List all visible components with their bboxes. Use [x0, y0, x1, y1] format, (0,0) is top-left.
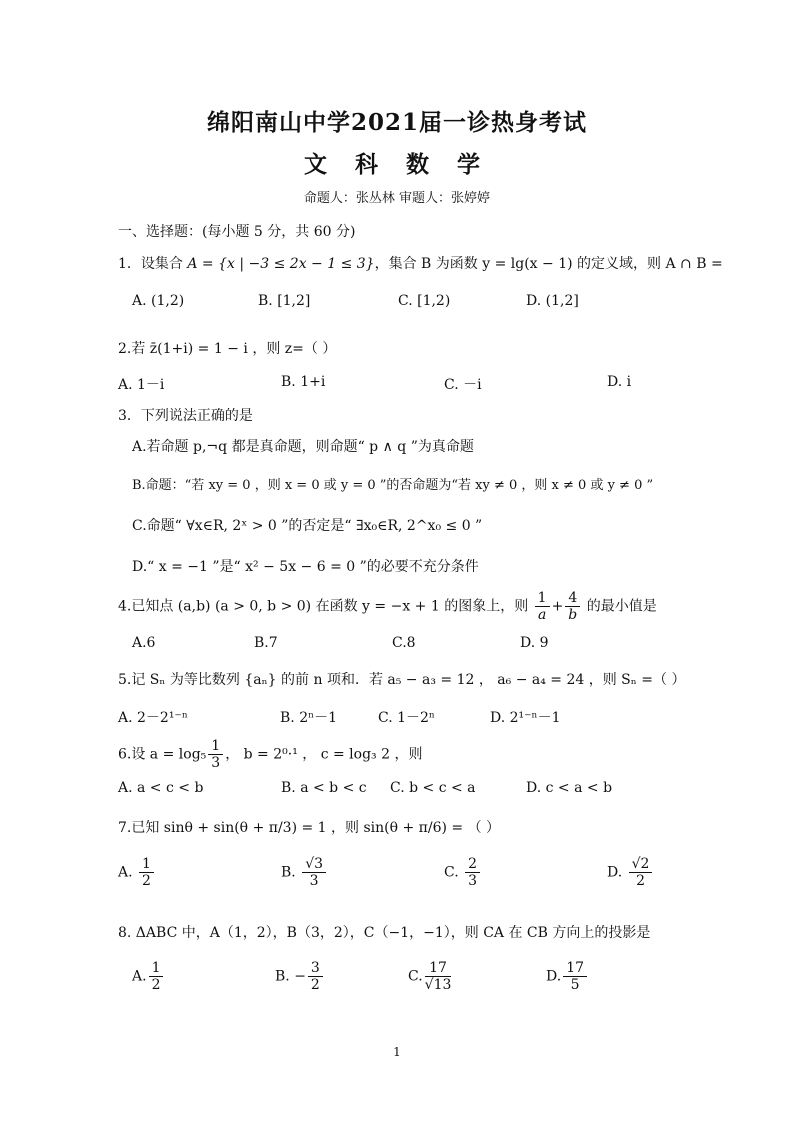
question-6-option-a: A. a < c < b	[118, 780, 204, 796]
question-1-label: 1．设集合	[118, 256, 183, 272]
question-3: 3．下列说法正确的是	[118, 408, 253, 424]
question-6-fraction: $\frac{1}{3}$	[208, 738, 223, 771]
question-4-option-c: C.8	[392, 635, 416, 651]
question-4-text: 4.已知点 (a,b) (a > 0, b > 0) 在函数 y = −x + 1 的图象上，则	[118, 598, 529, 615]
exam-authors: 命题人：张丛林 审题人：张婷婷	[303, 191, 491, 206]
question-8-option-c-fraction: $\frac{17}{√13}$	[424, 960, 452, 993]
section-heading: 一、选择题：(每小题 5 分，共 60 分)	[118, 224, 356, 240]
question-2-option-c: C. －i	[444, 377, 482, 393]
question-4-option-b: B.7	[254, 635, 278, 651]
question-8-option-d-fraction: $\frac{17}{5}$	[563, 960, 587, 993]
question-4-option-a: A.6	[132, 635, 156, 651]
question-2-option-d: D. i	[607, 374, 632, 390]
question-7-option-c-fraction: $\frac{2}{3}$	[465, 856, 480, 889]
exam-title: 绵阳南山中学2021届一诊热身考试	[206, 109, 587, 136]
question-3-option-c: C.命题“ ∀x∈R, 2ˣ > 0 ”的否定是“ ∃x₀∈R, 2^x₀ ≤ 0 ”	[132, 518, 483, 534]
question-2-option-a: A. 1－i	[118, 377, 165, 393]
page-number: 1	[393, 1045, 401, 1059]
question-7-option-d-fraction: $\frac{√2}{2}$	[629, 856, 653, 889]
question-2: 2.若 z̄(1+i) = 1 − i ，则 z=（ ）	[118, 341, 337, 357]
question-5-option-d: D. 2¹⁻ⁿ－1	[490, 710, 561, 726]
question-6-text: 6.设 a = log₅	[118, 746, 207, 763]
question-5-option-c: C. 1－2ⁿ	[378, 710, 435, 726]
question-4	[118, 590, 657, 623]
question-8-option-b-fraction: $\frac{3}{2}$	[308, 960, 323, 993]
question-7-option-b-fraction: $\frac{√3}{3}$	[302, 856, 326, 889]
question-7-option-d: D. $\frac{√2}{2}$	[607, 856, 654, 889]
question-6-text-end: ， b = 2⁰·¹ ， c = log₃ 2 ，则	[225, 746, 423, 763]
question-8-option-a-fraction: $\frac{1}{2}$	[149, 960, 164, 993]
question-3-option-d: D.“ x = −1 ”是“ x² − 5x − 6 = 0 ”的必要不充分条件	[132, 559, 479, 575]
exam-subject: 文 科 数 学	[303, 151, 491, 178]
question-8-option-d: D. $\frac{17}{5}$	[546, 960, 589, 993]
question-5-option-b: B. 2ⁿ－1	[280, 710, 338, 726]
question-1	[118, 253, 723, 273]
question-1-set-a: A = {x | −3 ≤ 2x − 1 ≤ 3}	[187, 256, 375, 272]
question-1-option-d: D. (1,2]	[526, 293, 579, 309]
question-8-option-b: B. − $\frac{3}{2}$	[275, 960, 325, 993]
plus-sign: +	[551, 598, 564, 615]
question-3-option-a: A.若命题 p,¬q 都是真命题，则命题“ p ∧ q ”为真命题	[132, 439, 474, 455]
question-6	[118, 738, 422, 771]
question-3-option-b: B.命题：“若 xy = 0 ，则 x = 0 或 y = 0 ”的否命题为“若 xy ≠ 0 ，则 x ≠ 0 或 y ≠ 0 ”	[132, 478, 654, 493]
question-7-option-c: C. $\frac{2}{3}$	[444, 856, 482, 889]
question-1-option-a: A. (1,2)	[132, 293, 185, 309]
question-7-option-a-fraction: $\frac{1}{2}$	[139, 856, 154, 889]
question-4-text-end: 的最小值是	[586, 598, 657, 615]
question-1-option-b: B. [1,2]	[258, 293, 311, 309]
question-4-fraction-1: $\frac{1}{a}$	[535, 590, 550, 623]
question-7-option-a: A. $\frac{1}{2}$	[118, 856, 156, 889]
question-6-option-d: D. c < a < b	[526, 780, 613, 796]
question-5: 5.记 Sₙ 为等比数列 {aₙ} 的前 n 项和．若 a₅ − a₃ = 12 ， a₆ − a₄ = 24 ，则 Sₙ =（ ）	[118, 672, 686, 688]
question-7-option-b: B. $\frac{√3}{3}$	[281, 856, 328, 889]
question-8-option-c: C. $\frac{17}{√13}$	[408, 960, 452, 993]
question-8: 8. ΔABC 中，A（1，2），B（3，2），C（−1，−1），则 CA 在 CB 方向上的投影是	[118, 925, 651, 941]
question-8-option-a: A. $\frac{1}{2}$	[132, 960, 165, 993]
question-2-option-b: B. 1+i	[281, 374, 326, 390]
question-1-option-c: C. [1,2)	[398, 293, 451, 309]
question-1-text: ，集合 B 为函数 y = lg(x − 1) 的定义域，则 A ∩ B =	[374, 256, 723, 272]
question-6-option-c: C. b < c < a	[390, 780, 476, 796]
question-4-option-d: D. 9	[520, 635, 549, 651]
question-6-option-b: B. a < b < c	[281, 780, 367, 796]
question-5-option-a: A. 2－2¹⁻ⁿ	[118, 710, 188, 726]
question-4-fraction-2: $\frac{4}{b}$	[565, 590, 580, 623]
question-7: 7.已知 sinθ + sin(θ + π/3) = 1 ，则 sin(θ + π/6) = （ ）	[118, 820, 501, 836]
